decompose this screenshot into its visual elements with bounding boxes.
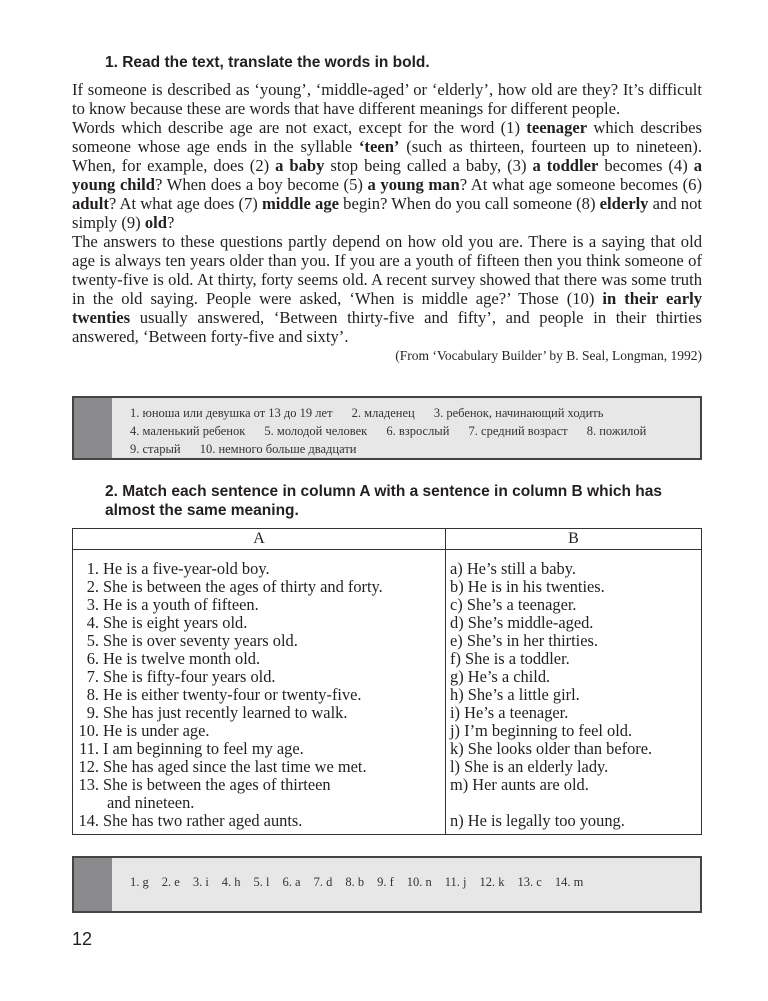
- column-a-cell: [73, 758, 446, 776]
- column-b-cell: e) She’s in her thirties.: [446, 632, 702, 650]
- sentence-a: She has aged since the last time we met.: [103, 757, 367, 776]
- sentence-a: He is twelve month old.: [103, 649, 261, 668]
- text-segment: (such as thirteen, fourteen up to nineteen). When, for example, does (2): [72, 137, 702, 175]
- sentence-a: She is fifty-four years old.: [103, 667, 276, 686]
- column-b-cell: f) She is a toddler.: [446, 650, 702, 668]
- column-a-cell: [73, 686, 446, 704]
- text-segment: Words which describe age are not exact, except for the word (1): [72, 118, 527, 137]
- translation-item: 6. взрослый: [386, 424, 450, 438]
- item-number: 7.: [86, 667, 99, 686]
- translation-item: 1. юноша или девушка от 13 до 19 лет: [130, 406, 333, 420]
- answer-item: 12. k: [479, 875, 505, 889]
- column-b-cell: k) She looks older than before.: [446, 740, 702, 758]
- answer-item: 1. g: [130, 875, 149, 889]
- text-segment: ? At what age someone becomes (6): [459, 175, 703, 194]
- column-b-cell: i) He’s a teenager.: [446, 704, 702, 722]
- item-number: 11.: [79, 739, 99, 758]
- paragraph: [72, 118, 702, 232]
- item-number: 1.: [86, 559, 99, 578]
- translation-item: 7. средний возраст: [468, 424, 568, 438]
- reading-text: [72, 80, 702, 365]
- bold-term: elderly: [599, 194, 649, 213]
- column-a-cell: [73, 596, 446, 614]
- table-row: [73, 812, 702, 835]
- text-segment: becomes (4): [598, 156, 694, 175]
- table-row: [73, 668, 702, 686]
- item-number: 4.: [86, 613, 99, 632]
- column-a-header: A: [73, 529, 446, 550]
- text-segment: begin? When do you call someone (8): [338, 194, 600, 213]
- text-segment: usually answered, ‘Between thirty-five and fifty’, and people in their thirties answered, ‘Between forty-five and sixty’.: [72, 308, 702, 346]
- text-segment: and not simply (9): [72, 194, 702, 232]
- item-number: 13.: [78, 775, 99, 794]
- sentence-a: He is a youth of fifteen.: [103, 595, 259, 614]
- column-b-cell: c) She’s a teenager.: [446, 596, 702, 614]
- page-number: 12: [72, 929, 93, 949]
- sentence-a: She has two rather aged aunts.: [103, 811, 303, 830]
- table-row: [73, 776, 702, 812]
- table-row: [73, 740, 702, 758]
- column-b-cell: l) She is an elderly lady.: [446, 758, 702, 776]
- bold-term: a baby: [275, 156, 325, 175]
- table-row: [73, 650, 702, 668]
- table-row: [73, 686, 702, 704]
- bold-term: middle age: [261, 194, 339, 213]
- exercise-1-heading: 1. Read the text, translate the words in bold.: [105, 54, 430, 71]
- column-a-cell: [73, 704, 446, 722]
- translation-item: 8. пожилой: [586, 424, 647, 438]
- box-marker: [74, 398, 112, 458]
- column-b-cell: a) He’s still a baby.: [446, 550, 702, 579]
- column-b-cell: m) Her aunts are old.: [446, 776, 702, 812]
- bold-term: a toddler: [532, 156, 599, 175]
- sentence-a: She is between the ages of thirteen: [103, 775, 331, 794]
- answer-item: 7. d: [313, 875, 333, 889]
- item-number: 14.: [78, 811, 99, 830]
- matching-table: [72, 528, 702, 835]
- column-a-cell: [73, 578, 446, 596]
- answer-key-box: [72, 856, 702, 913]
- item-number: 5.: [86, 631, 99, 650]
- table-row: [73, 758, 702, 776]
- item-number: 12.: [78, 757, 99, 776]
- column-a-cell: [73, 632, 446, 650]
- bold-term: a young man: [367, 175, 460, 194]
- table-row: [73, 614, 702, 632]
- translation-item: 2. младенец: [351, 406, 415, 420]
- text-segment: stop being called a baby, (3): [324, 156, 533, 175]
- table-row: [73, 596, 702, 614]
- exercise-2-heading: [105, 482, 705, 520]
- column-a-cell: [73, 812, 446, 835]
- answer-item: 11. j: [444, 875, 467, 889]
- paragraph: [72, 232, 702, 346]
- item-number: 10.: [78, 721, 99, 740]
- text-segment: ?: [166, 213, 175, 232]
- table-row: [73, 722, 702, 740]
- translation-item: 3. ребенок, начинающий ходить: [433, 406, 604, 420]
- table-row: [73, 550, 702, 579]
- column-b-cell: b) He is in his twenties.: [446, 578, 702, 596]
- table-row: [73, 632, 702, 650]
- column-b-cell: n) He is legally too young.: [446, 812, 702, 835]
- bold-term: ‘teen’: [358, 137, 400, 156]
- column-a-cell: [73, 740, 446, 758]
- bold-term: adult: [72, 194, 109, 213]
- bold-term: a young child: [72, 156, 702, 194]
- column-b-cell: j) I’m beginning to feel old.: [446, 722, 702, 740]
- sentence-a: She has just recently learned to walk.: [103, 703, 348, 722]
- answer-item: 10. n: [406, 875, 432, 889]
- item-number: 6.: [86, 649, 99, 668]
- text-segment: If someone is described as ‘young’, ‘middle-aged’ or ‘elderly’, how old are they? It’s difficult to know because these are words that have different meanings for different people.: [72, 80, 702, 118]
- paragraph: [72, 80, 702, 118]
- text-segment: ? When does a boy become (5): [155, 175, 368, 194]
- item-number: 9.: [86, 703, 99, 722]
- translation-item: 4. маленький ребенок: [130, 424, 246, 438]
- bold-term: in their early twenties: [72, 289, 702, 327]
- item-number: 2.: [86, 577, 99, 596]
- sentence-a: She is over seventy years old.: [103, 631, 298, 650]
- exercise-2-heading-text: 2. Match each sentence in column A with a sentence in column B which has almost the same meaning.: [105, 483, 662, 519]
- sentence-a: He is either twenty-four or twenty-five.: [103, 685, 362, 704]
- item-number: 8.: [86, 685, 99, 704]
- column-a-cell: [73, 614, 446, 632]
- sentence-a: She is eight years old.: [103, 613, 248, 632]
- text-segment: The answers to these questions partly depend on how old you are. There is a saying that old age is always ten years older than you. If you are a youth of fifteen then you think someone of twenty-five is old. At thirty, forty seems old. A recent survey showed that there was some truth in the old saying. People were asked, ‘When is middle age?’ Those (10): [72, 232, 702, 308]
- sentence-a: He is under age.: [103, 721, 210, 740]
- answer-item: 13. c: [517, 875, 542, 889]
- sentence-a-continued: and nineteen.: [107, 793, 195, 812]
- text-segment: ? At what age does (7): [108, 194, 262, 213]
- sentence-a: I am beginning to feel my age.: [103, 739, 304, 758]
- column-b-cell: d) She’s middle-aged.: [446, 614, 702, 632]
- bold-term: teenager: [526, 118, 588, 137]
- translation-item: 5. молодой человек: [264, 424, 368, 438]
- answer-item: 4. h: [221, 875, 241, 889]
- sentence-a: He is a five-year-old boy.: [103, 559, 270, 578]
- text-segment: which describes someone whose age ends in the syllable: [72, 118, 702, 156]
- table-row: [73, 578, 702, 596]
- table-row: [73, 704, 702, 722]
- answer-item: 5. l: [253, 875, 270, 889]
- answer-item: 6. a: [282, 875, 301, 889]
- column-b-cell: h) She’s a little girl.: [446, 686, 702, 704]
- column-b-header: B: [446, 529, 702, 550]
- source-citation: (From ‘Vocabulary Builder’ by B. Seal, Longman, 1992): [395, 348, 702, 363]
- answer-item: 14. m: [554, 875, 584, 889]
- column-a-cell: [73, 776, 446, 812]
- column-b-cell: g) He’s a child.: [446, 668, 702, 686]
- column-a-cell: [73, 550, 446, 579]
- bold-term: old: [144, 213, 167, 232]
- answer-item: 3. i: [192, 875, 209, 889]
- answer-item: 9. f: [377, 875, 394, 889]
- answer-item: 8. b: [345, 875, 365, 889]
- answer-item: 2. e: [161, 875, 180, 889]
- column-a-cell: [73, 668, 446, 686]
- item-number: 3.: [86, 595, 99, 614]
- translation-item: 10. немного больше двадцати: [199, 442, 357, 456]
- translation-box: [72, 396, 702, 460]
- sentence-a: She is between the ages of thirty and forty.: [103, 577, 383, 596]
- translation-item: 9. старый: [130, 442, 181, 456]
- box-marker: [74, 858, 112, 911]
- column-a-cell: [73, 722, 446, 740]
- column-a-cell: [73, 650, 446, 668]
